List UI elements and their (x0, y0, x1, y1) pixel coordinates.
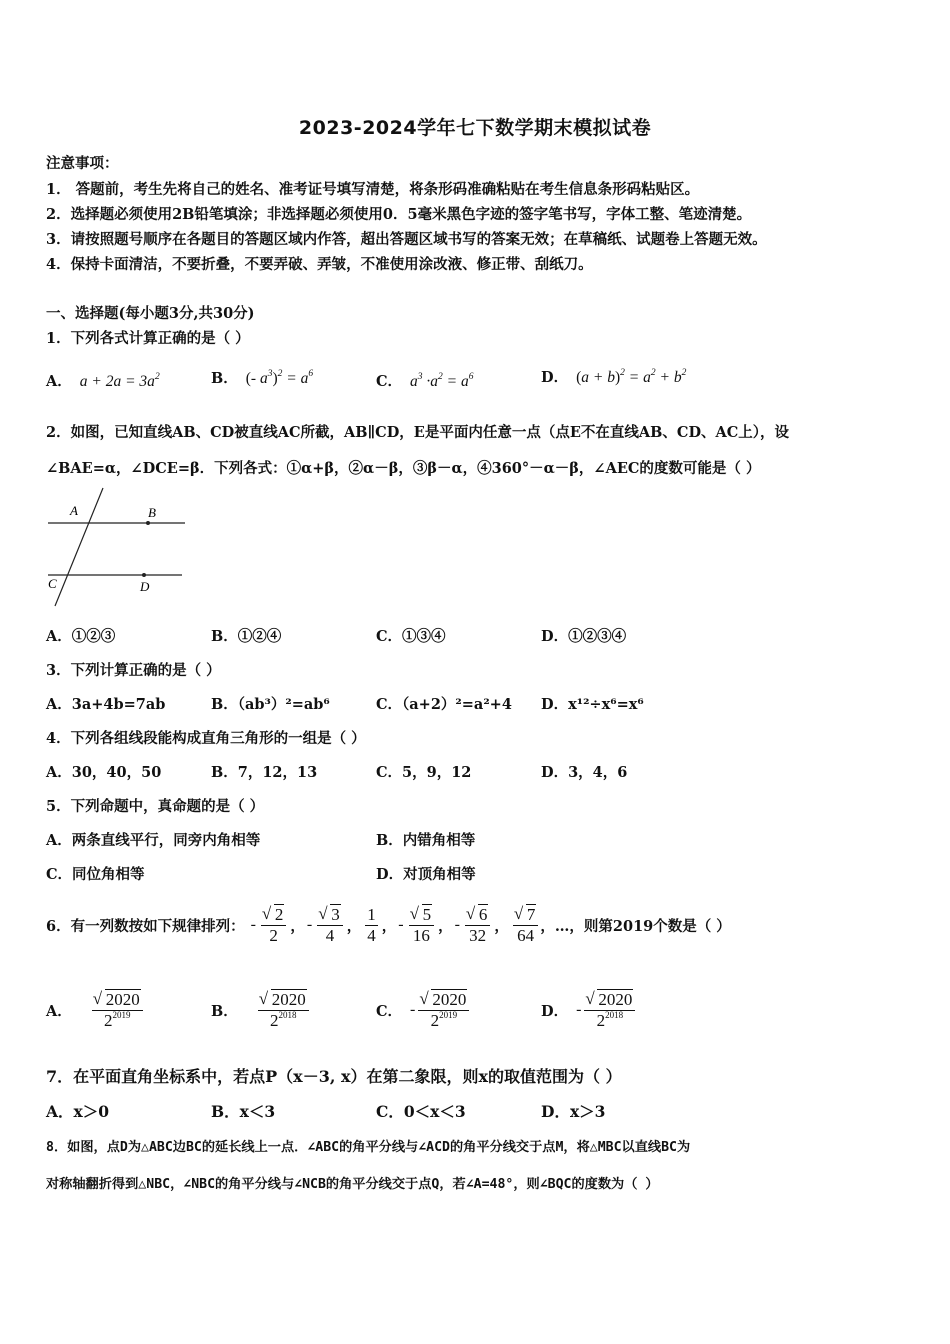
seq-1-numerator: 2 (274, 904, 284, 924)
option-base: 2 (596, 1010, 606, 1030)
question-6-stem: 6．有一列数按如下规律排列： - √ $\frac{2}{2}$ ， - √ $\frac{3}{4}$ ， $\frac{1}{4}$ ， - √ $\frac{5}{16}$ ， - √ $\frac{6}{32}$ ， √ $\frac{7}{64}$ ，…，则第2019个数是（ ） (46, 897, 731, 953)
seq-1-denominator: 2 (269, 925, 278, 945)
question-4-option-c: C．5，9，12 (376, 764, 472, 781)
question-3-option-a: A．3a+4b=7ab (46, 696, 166, 713)
question-8-line-1: 8．如图，点D为△ABC边BC的延长线上一点．∠ABC的角平分线与∠ACD的角平分线交于点M，将△MBC以直线BC为 (46, 1140, 691, 1155)
option-sign: - (576, 1001, 582, 1018)
option-exponent: 2019 (439, 1009, 458, 1020)
formula: $(a + b)^2 = a^2 + b^2$ (576, 368, 687, 386)
question-4-stem: 4．下列各组线段能构成直角三角形的一组是（ ） (46, 730, 366, 747)
option-label: B． (211, 1002, 238, 1020)
option-label: D． (541, 369, 569, 386)
question-3-option-c: C．（a+2）²=a²+4 (376, 696, 512, 713)
question-4-option-d: D．3，4，6 (541, 764, 628, 781)
seq-2-numerator: 3 (331, 904, 340, 924)
notice-item-3: 3．请按照题号顺序在各题目的答题区域内作答，超出答题区域书写的答案无效；在草稿纸、试题卷上答题无效。 (46, 231, 767, 248)
question-5-option-d: D．对顶角相等 (376, 866, 476, 883)
option-radicand: 2020 (271, 989, 306, 1009)
seq-3-denominator: 4 (367, 925, 376, 945)
seq-6-fraction (513, 905, 539, 945)
option-base: 2 (430, 1010, 440, 1030)
option-label: A． (46, 373, 72, 390)
seq-4-numerator: 5 (422, 904, 432, 924)
seq-6-denominator: 64 (517, 925, 535, 945)
seq-4-denominator: 16 (412, 925, 430, 945)
question-1-stem: 1．下列各式计算正确的是（ ） (46, 330, 250, 347)
question-1-option-d (541, 366, 686, 387)
seq-4-sign: - (398, 916, 404, 933)
question-2-option-d: D．①②③④ (541, 628, 627, 645)
question-1-option-c (376, 370, 474, 391)
page-title: 2023-2024学年七下数学期末模拟试卷 (298, 117, 652, 139)
option-label: A． (46, 1002, 72, 1020)
question-6-option-b (211, 982, 309, 1038)
option-fraction (92, 990, 143, 1030)
option-exponent: 2018 (605, 1009, 624, 1020)
question-1-option-a (46, 370, 160, 391)
notice-item-2: 2．选择题必须使用2B铅笔填涂；非选择题必须使用0．5毫米黑色字迹的签字笔书写，字体工整、笔迹清楚。 (46, 206, 752, 223)
question-4-option-b: B．7，12，13 (211, 764, 318, 781)
question-6-option-a (46, 982, 143, 1038)
option-label: B． (211, 370, 238, 387)
option-base: 2 (270, 1010, 279, 1030)
seq-3-fraction (365, 905, 378, 945)
question-2-option-a: A．①②③ (46, 628, 116, 645)
figure-label-c: C (48, 576, 57, 591)
question-3-option-b: B．（ab³）²=ab⁶ (211, 696, 330, 713)
option-exponent: 2019 (112, 1009, 131, 1020)
question-7-option-d: D．x＞3 (541, 1102, 606, 1121)
question-3-option-d: D．x¹²÷x⁶=x⁶ (541, 696, 644, 713)
question-7-option-a: A．x＞0 (46, 1102, 110, 1121)
option-radicand: 2020 (432, 989, 467, 1009)
option-label: D． (541, 1002, 569, 1020)
seq-5-fraction (465, 905, 491, 945)
option-fraction (584, 990, 635, 1030)
option-fraction (258, 990, 309, 1030)
figure-label-b: B (148, 505, 156, 520)
option-radicand: 2020 (105, 989, 140, 1009)
question-2-option-c: C．①③④ (376, 628, 446, 645)
formula: (- $a^3)^2 = a^6$ (245, 369, 314, 387)
figure-label-d: D (140, 579, 150, 594)
question-2-line-2: ∠BAE=α，∠DCE=β．下列各式：①α+β，②α－β，③β－α，④360°－α－β，∠AEC的度数可能是（ ） (46, 460, 761, 477)
option-fraction (418, 990, 469, 1030)
notice-item-4: 4．保持卡面清洁，不要折叠，不要弄破、弄皱，不准使用涂改液、修正带、刮纸刀。 (46, 256, 593, 273)
seq-2-fraction (317, 905, 343, 945)
question-8-line-2: 对称轴翻折得到△NBC，∠NBC的角平分线与∠NCB的角平分线交于点Q，若∠A=48°，则∠BQC的度数为（ ） (46, 1177, 659, 1192)
option-label: C． (376, 1002, 403, 1020)
question-6-option-d (541, 982, 635, 1038)
seq-5-numerator: 6 (478, 904, 488, 924)
option-exponent: 2018 (278, 1009, 297, 1020)
seq-6-numerator: 7 (526, 904, 536, 924)
question-5-option-c: C．同位角相等 (46, 866, 145, 883)
formula: $a^3 \cdot a^2 = a^6$ (410, 372, 474, 390)
question-6-prefix: 6．有一列数按如下规律排列： (46, 917, 245, 935)
seq-2-sign: - (306, 916, 313, 933)
question-2-option-b: B．①②④ (211, 628, 282, 645)
question-7-stem: 7．在平面直角坐标系中，若点P（x－3, x）在第二象限，则x的取值范围为（ ） (46, 1067, 622, 1086)
section-heading: 一、选择题(每小题3分,共30分) (46, 305, 255, 322)
option-base: 2 (104, 1010, 113, 1030)
seq-1-fraction (261, 905, 287, 945)
seq-1-sign: - (250, 916, 256, 933)
seq-3-numerator: 1 (367, 904, 376, 924)
question-7-option-b: B．x＜3 (211, 1102, 276, 1121)
formula: $a + 2a = 3a^2$ (79, 372, 160, 390)
question-5-option-a: A．两条直线平行，同旁内角相等 (46, 832, 261, 849)
seq-5-denominator: 32 (469, 925, 487, 945)
question-6-suffix: ，…，则第2019个数是（ ） (540, 917, 731, 935)
seq-2-denominator: 4 (325, 925, 335, 945)
question-2-figure (40, 486, 190, 610)
notice-heading: 注意事项： (46, 155, 119, 172)
option-label: C． (376, 373, 403, 390)
question-2-line-1: 2．如图，已知直线AB、CD被直线AC所截，AB∥CD，E是平面内任意一点（点E不在直线AB、CD、AC上），设 (46, 424, 790, 441)
option-radicand: 2020 (598, 989, 633, 1009)
figure-label-a: A (70, 503, 78, 518)
question-5-option-b: B．内错角相等 (376, 832, 476, 849)
seq-4-fraction (409, 905, 435, 945)
seq-5-sign: - (454, 916, 460, 933)
question-3-stem: 3．下列计算正确的是（ ） (46, 662, 221, 679)
notice-item-1: 1． 答题前，考生先将自己的姓名、准考证号填写清楚，将条形码准确粘贴在考生信息条形码粘贴区。 (46, 181, 700, 198)
question-4-option-a: A．30，40，50 (46, 764, 162, 781)
question-7-option-c: C．0＜x＜3 (376, 1102, 466, 1121)
question-5-stem: 5．下列命题中，真命题的是（ ） (46, 798, 265, 815)
question-6-option-c (376, 982, 469, 1038)
option-sign: - (410, 1001, 416, 1018)
question-1-option-b (211, 367, 313, 388)
